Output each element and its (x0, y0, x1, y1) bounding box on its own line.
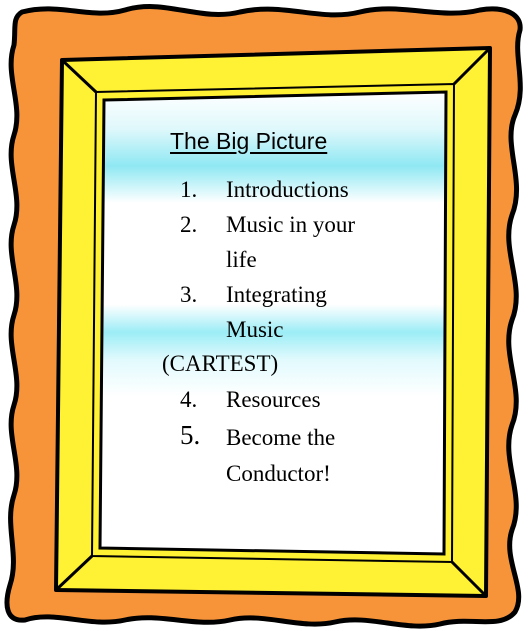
item-number: 1. (180, 177, 198, 202)
item-text: Conductor! (226, 461, 331, 486)
item-text: Resources (226, 387, 321, 412)
item-number: 5. (180, 420, 201, 450)
item-number: 4. (180, 387, 198, 412)
item-text: Integrating (226, 282, 327, 307)
item-text: Become the (226, 425, 336, 450)
item-number: 3. (180, 282, 198, 307)
item-text: Introductions (226, 177, 349, 202)
item-text: Music in your (226, 212, 356, 237)
item-number: 2. (180, 212, 198, 237)
slide-title: The Big Picture (170, 128, 328, 154)
item-text: life (226, 247, 257, 272)
item-text: (CARTEST) (162, 351, 279, 376)
item-text: Music (226, 317, 284, 342)
